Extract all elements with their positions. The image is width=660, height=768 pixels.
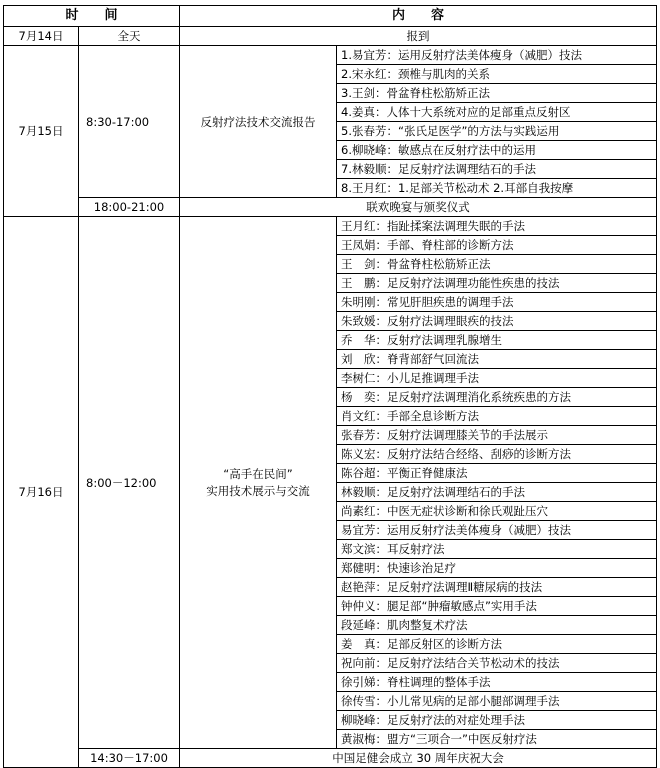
- day3-date: 7月16日: [4, 217, 79, 768]
- demo-item: 姜 真：足部反射区的诊断方法: [337, 635, 657, 654]
- header-content: 内 容: [180, 6, 657, 27]
- demo-item: 尚素红：中医无症状诊断和徐氏观趾压穴: [337, 502, 657, 521]
- header-time: 时 间: [4, 6, 180, 27]
- report-item: 5.张春芳：“张氏足医学”的方法与实践运用: [337, 122, 657, 141]
- demo-item: 钟仲义：腿足部“肿瘤敏感点”实用手法: [337, 597, 657, 616]
- demo-item: 李树仁：小儿足推调理手法: [337, 369, 657, 388]
- demo-item: 陈谷超：平衡正脊健康法: [337, 464, 657, 483]
- day2-session-time: 8:30-17:00: [79, 46, 180, 198]
- report-item: 1.易宜芳：运用反射疗法美体瘦身（减肥）技法: [337, 46, 657, 65]
- day2-block: [4, 46, 657, 217]
- day3-demo-row: [4, 217, 657, 236]
- day3-block: [4, 217, 657, 768]
- demo-item: 王凤娟：手部、脊柱部的诊断方法: [337, 236, 657, 255]
- day3-afternoon-row: [4, 749, 657, 768]
- report-item: 2.宋永红：颈椎与肌肉的关系: [337, 65, 657, 84]
- demo-item: 王 剑：骨盆脊柱松筋矫正法: [337, 255, 657, 274]
- demo-item: 祝向前：足反射疗法结合关节松动术的技法: [337, 654, 657, 673]
- demo-item: 陈义宏：反射疗法结合经络、刮痧的诊断方法: [337, 445, 657, 464]
- report-item: 4.姜真：人体十大系统对应的足部重点反射区: [337, 103, 657, 122]
- day1-time: 全天: [79, 27, 180, 46]
- demo-item: 段延峰：肌肉整复术疗法: [337, 616, 657, 635]
- demo-item: 王 鹏：足反射疗法调理功能性疾患的技法: [337, 274, 657, 293]
- demo-item: 朱明刚：常见肝胆疾患的调理手法: [337, 293, 657, 312]
- report-item: 6.柳晓峰：敏感点在反射疗法中的运用: [337, 141, 657, 160]
- demo-item: 柳晓峰：足反射疗法的对症处理手法: [337, 711, 657, 730]
- report-item: 3.王剑：骨盆脊柱松筋矫正法: [337, 84, 657, 103]
- demo-item: 朱致媛：反射疗法调理眼疾的技法: [337, 312, 657, 331]
- day1-row: [4, 27, 657, 46]
- demo-item: 易宜芳：运用反射疗法美体瘦身（减肥）技法: [337, 521, 657, 540]
- demo-item: 赵艳萍：足反射疗法调理Ⅱ糖尿病的技法: [337, 578, 657, 597]
- day2-date: 7月15日: [4, 46, 79, 217]
- day2-evening-row: [4, 198, 657, 217]
- demo-item: 郑文滨：耳反射疗法: [337, 540, 657, 559]
- day1-content: 报到: [180, 27, 657, 46]
- report-item: 7.林毅顺：足反射疗法调理结石的手法: [337, 160, 657, 179]
- day1-date: 7月14日: [4, 27, 79, 46]
- demo-item: 张春芳：反射疗法调理膝关节的手法展示: [337, 426, 657, 445]
- demo-item: 肖文红：手部全息诊断方法: [337, 407, 657, 426]
- schedule-table: [3, 5, 657, 768]
- day3-session-time: 8:00－12:00: [79, 217, 180, 749]
- demo-item: 刘 欣：脊背部舒气回流法: [337, 350, 657, 369]
- demo-item: 郑健明：快速诊治足疗: [337, 559, 657, 578]
- day2-evening-content: 联欢晚宴与颁奖仪式: [180, 198, 657, 217]
- day3-topic-line2: 实用技术展示与交流: [206, 483, 310, 498]
- report-item: 8.王月红：1.足部关节松动术 2.耳部自我按摩: [337, 179, 657, 198]
- day2-topic: 反射疗法技术交流报告: [180, 46, 337, 198]
- demo-item: 林毅顺：足反射疗法调理结石的手法: [337, 483, 657, 502]
- header-row: [4, 6, 657, 27]
- day3-topic-line1: “高手在民间”: [223, 466, 293, 481]
- demo-item: 乔 华：反射疗法调理乳腺增生: [337, 331, 657, 350]
- day2-report-row: [4, 46, 657, 65]
- demo-item: 黄淑梅：盟方“三项合一”中医反射疗法: [337, 730, 657, 749]
- demo-item: 徐传雪：小儿常见病的足部小腿部调理手法: [337, 692, 657, 711]
- day3-afternoon-content: 中国足健会成立 30 周年庆祝大会: [180, 749, 657, 768]
- day3-topic: [180, 217, 337, 749]
- day2-evening-time: 18:00-21:00: [79, 198, 180, 217]
- demo-item: 王月红：指趾揉案法调理失眠的手法: [337, 217, 657, 236]
- demo-item: 徐引娣：脊柱调理的整体手法: [337, 673, 657, 692]
- demo-item: 杨 奕：足反射疗法调理消化系统疾患的方法: [337, 388, 657, 407]
- day3-afternoon-time: 14:30－17:00: [79, 749, 180, 768]
